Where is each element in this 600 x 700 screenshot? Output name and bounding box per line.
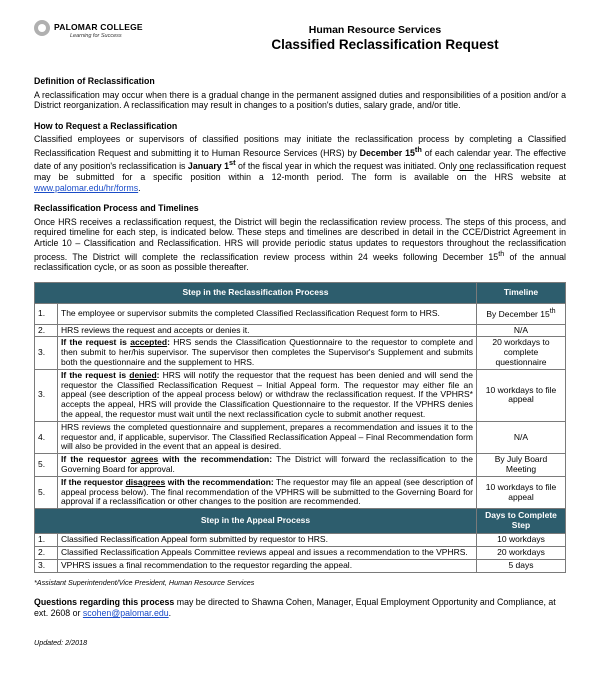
department-name: Human Resource Services bbox=[308, 24, 442, 36]
step-number: 3. bbox=[35, 369, 58, 421]
step-body: The requestor may file an appeal (see description of appeal process below). The final recommendation of the VPHRS will be submitted to the Governing Board for approval if a reclassification or other changes to the position are recommended. bbox=[61, 476, 473, 507]
step-lead-end: : bbox=[167, 337, 170, 348]
how-to-text bbox=[34, 134, 566, 193]
process-table-header bbox=[35, 282, 566, 303]
appeal-step-text: Classified Reclassification Appeals Committee reviews appeal and issues a recommendation to the VPHRS. bbox=[58, 547, 477, 560]
step-timeline: 20 workdays to complete questionnaire bbox=[477, 337, 566, 369]
step-lead-text: If the request is bbox=[61, 369, 130, 380]
appeal-step-number: 2. bbox=[35, 547, 58, 560]
appeal-step-days: 20 workdays bbox=[477, 547, 566, 560]
appeal-step-text: VPHRS issues a final recommendation to the requestor regarding the appeal. bbox=[58, 559, 477, 572]
step-number: 2. bbox=[35, 324, 58, 337]
how-to-text-4: reclassification request may be submitted for a specific position within a 12-month period. The form is available on the HRS website at bbox=[34, 161, 567, 182]
step-lead bbox=[61, 454, 272, 464]
process-text-1: Once HRS receives a reclassification request, the District will begin the reclassification review process. The steps of this process, and required timeline for each step, is indicated below. These steps and timelines are described in detail in the CCE/District Agreement in Article 10 – Classification and Reclassification. HRS will provide periodic status updates to requestors throughout the reclassification process. The District will complete the reclassification review process within 24 weeks following December 15 bbox=[34, 216, 566, 262]
table-row bbox=[35, 559, 566, 572]
effective-date bbox=[187, 158, 236, 172]
how-to-text-1: Classified employees or supervisors of classified positions may initiate the reclassification process by completing a Classified Reclassification Request and submitting it to Human Resource Services (HRS) by bbox=[34, 134, 566, 158]
appeal-step-number: 1. bbox=[35, 534, 58, 547]
appeal-step-number: 3. bbox=[35, 559, 58, 572]
contact-email-link[interactable]: scohen@palomar.edu bbox=[82, 607, 169, 618]
table-row bbox=[35, 337, 566, 369]
table-row bbox=[35, 476, 566, 508]
updated-date: Updated: 2/2018 bbox=[34, 638, 88, 648]
step-text: The employee or supervisor submits the completed Classified Reclassification Request form to HRS. bbox=[58, 303, 477, 324]
process-sup: th bbox=[498, 248, 505, 258]
timeline-text: By December 15 bbox=[486, 309, 550, 320]
step-lead-underlined: accepted bbox=[130, 337, 168, 348]
deadline-text: December 15 bbox=[359, 147, 415, 158]
table-row bbox=[35, 324, 566, 337]
step-number: 1. bbox=[35, 303, 58, 324]
logo-tagline: Learning for Success bbox=[70, 33, 122, 39]
document-body bbox=[34, 70, 566, 649]
step-timeline: By July Board Meeting bbox=[477, 454, 566, 477]
step-body: HRS sends the Classification Questionnaire to the requestor to complete and then submit to her/his supervisor. The supervisor then completes the Supervisor's Supplement and submits both the questionnaire and the supplement to HRS. bbox=[61, 337, 473, 368]
step-text bbox=[58, 337, 477, 369]
step-lead-underlined: agrees bbox=[130, 454, 159, 465]
page-title: Classified Reclassification Request bbox=[271, 37, 499, 52]
table-row bbox=[35, 547, 566, 560]
step-lead-end: with the recommendation: bbox=[158, 454, 273, 465]
table-row bbox=[35, 303, 566, 324]
step-lead-end: with the recommendation: bbox=[165, 476, 274, 487]
step-number: 5. bbox=[35, 476, 58, 508]
page-header bbox=[0, 24, 600, 52]
step-text: HRS reviews the completed questionnaire and supplement, prepares a recommendation and issues it to the requestor and, if applicable, supervisor. The Classified Reclassification Appeal – Final Recommendation form will also be provided in the event that an appeal is desired. bbox=[58, 421, 477, 453]
appeal-table-header bbox=[35, 509, 566, 534]
one-emphasis: one bbox=[459, 161, 475, 172]
step-lead bbox=[61, 337, 170, 347]
table-row bbox=[35, 454, 566, 477]
step-text bbox=[58, 476, 477, 508]
definition-text: A reclassification may occur when there is a gradual change in the permanent assigned duties and responsibilities of a position and/or a District reorganization. A reclassification may result in changes to a position's duties, salary grade, and/or title. bbox=[34, 89, 566, 111]
step-lead-underlined: denied bbox=[129, 369, 157, 380]
appeal-step-text: Classified Reclassification Appeal form submitted by requestor to HRS. bbox=[58, 534, 477, 547]
how-to-text-5: . bbox=[138, 182, 141, 193]
appeal-step-days: 10 workdays bbox=[477, 534, 566, 547]
process-text bbox=[34, 217, 566, 273]
step-column-header: Step in the Reclassification Process bbox=[35, 282, 477, 303]
step-lead-text: If the request is bbox=[61, 337, 131, 348]
questions-lead: Questions regarding this process bbox=[34, 597, 175, 608]
table-row bbox=[35, 421, 566, 453]
deadline-sup: th bbox=[414, 144, 422, 154]
process-table bbox=[34, 282, 566, 573]
process-heading: Reclassification Process and Timelines bbox=[34, 203, 199, 214]
step-body: The District will forward the reclassification to the Governing Board for approval. bbox=[61, 454, 473, 475]
how-to-text-2: of each calendar year. The effective date of any position's reclassification is bbox=[34, 147, 566, 172]
questions-note bbox=[34, 597, 566, 618]
effective-date-sup: st bbox=[229, 158, 236, 168]
step-number: 4. bbox=[35, 421, 58, 453]
step-lead-underlined: disagrees bbox=[125, 476, 166, 487]
step-timeline: 10 workdays to file appeal bbox=[477, 476, 566, 508]
step-lead bbox=[61, 370, 160, 380]
step-timeline bbox=[477, 303, 566, 324]
timeline-column-header: Timeline bbox=[477, 282, 566, 303]
appeal-days-column-header: Days to Complete Step bbox=[477, 509, 566, 534]
step-text: HRS reviews the request and accepts or denies it. bbox=[58, 324, 477, 337]
step-text bbox=[58, 369, 477, 421]
table-row bbox=[35, 534, 566, 547]
step-number: 5. bbox=[35, 454, 58, 477]
how-to-heading: How to Request a Reclassification bbox=[34, 120, 178, 131]
process-text-2: of the annual reclassification cycle, or as soon as possible thereafter. bbox=[34, 251, 566, 273]
timeline-sup: th bbox=[549, 307, 556, 316]
hr-forms-link[interactable]: www.palomar.edu/hr/forms bbox=[34, 182, 139, 193]
step-body: HRS will notify the requestor that the request has been denied and will send the requestor the Classified Reclassification Request – Initial Appeal form. The requestor may either file an appeal (see description of the appeal process below) or withdraw the reclassification request. If the VPHRS* accepts the appeal, HRS will provide the Classification Questionnaire to the requestor. If the VPHRS denies the appeal, the requestor must wait until the next reclassification cycle to submit another request. bbox=[61, 369, 473, 420]
step-number: 3. bbox=[35, 337, 58, 369]
step-text bbox=[58, 454, 477, 477]
questions-text: may be directed to Shawna Cohen, Manager, Equal Employment Opportunity and Compliance, at ext. 2608 or bbox=[34, 597, 556, 618]
footnote: *Assistant Superintendent/Vice President, Human Resource Services bbox=[34, 577, 255, 587]
logo-name: PALOMAR COLLEGE bbox=[54, 22, 143, 32]
how-to-text-3: of the fiscal year in which the request was initiated. Only bbox=[235, 161, 460, 172]
appeal-step-column-header: Step in the Appeal Process bbox=[35, 509, 477, 534]
step-lead-text: If the requestor bbox=[61, 454, 131, 465]
step-timeline: N/A bbox=[477, 324, 566, 337]
effective-date-text: January 1 bbox=[187, 161, 230, 172]
table-row bbox=[35, 369, 566, 421]
definition-heading: Definition of Reclassification bbox=[34, 76, 155, 86]
step-lead-text: If the requestor bbox=[61, 476, 126, 487]
step-lead bbox=[61, 477, 274, 487]
step-timeline: 10 workdays to file appeal bbox=[477, 369, 566, 421]
step-lead-end: : bbox=[156, 369, 160, 380]
step-timeline: N/A bbox=[477, 421, 566, 453]
appeal-step-days: 5 days bbox=[477, 559, 566, 572]
deadline bbox=[359, 144, 422, 158]
questions-end: . bbox=[168, 607, 172, 618]
